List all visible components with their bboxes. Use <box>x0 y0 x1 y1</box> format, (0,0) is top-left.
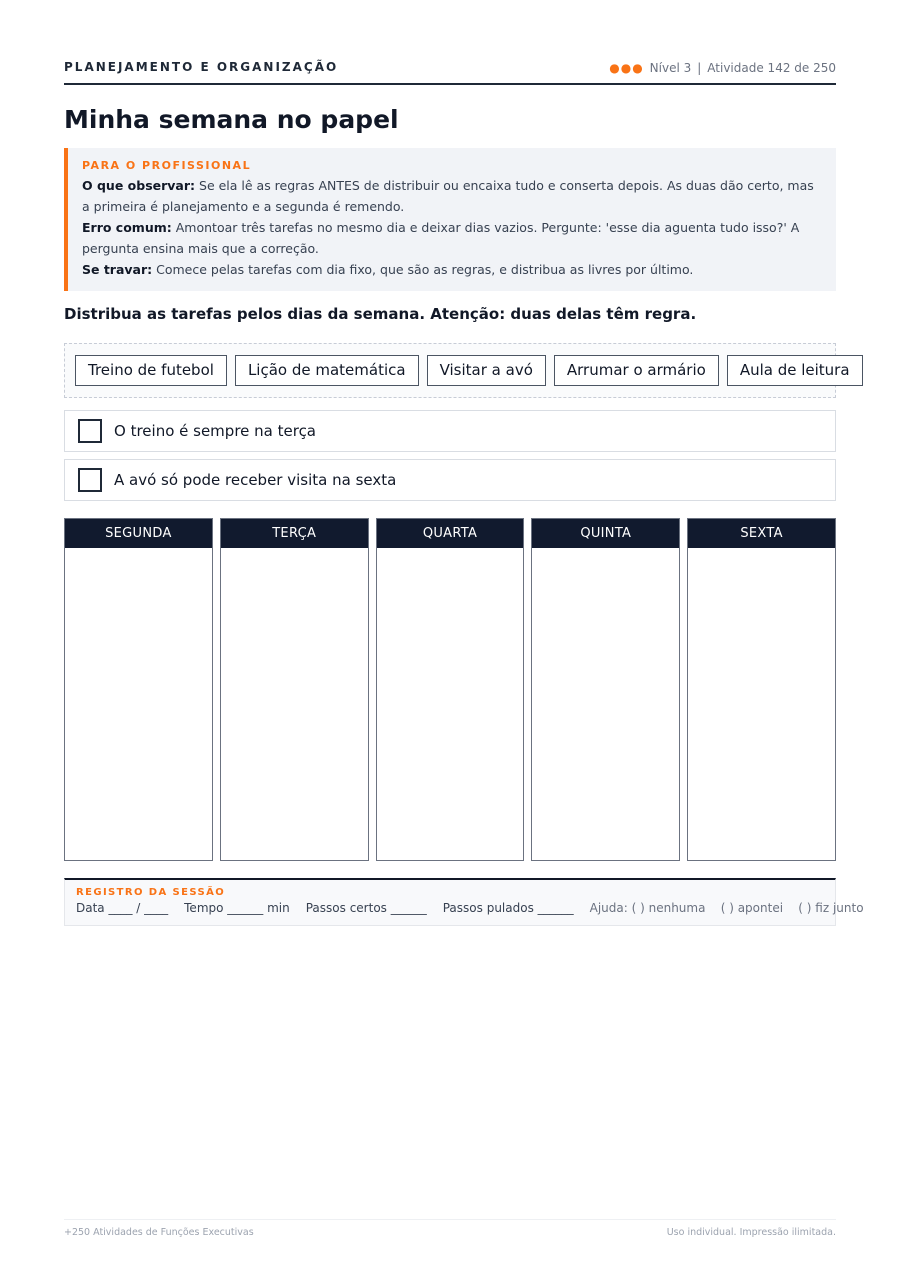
rule-checkbox[interactable] <box>78 468 102 492</box>
task-card[interactable]: Visitar a avó <box>427 355 546 386</box>
day-header: TERÇA <box>221 519 368 548</box>
rule-text: A avó só pode receber visita na sexta <box>114 471 397 489</box>
log-correct-steps: Passos certos ______ <box>305 901 427 915</box>
day-drop-zone[interactable] <box>688 548 835 860</box>
session-log-heading: REGISTRO DA SESSÃO <box>76 887 226 898</box>
professional-heading: PARA O PROFISSIONAL <box>82 159 252 172</box>
day-column-tuesday <box>220 518 369 861</box>
note-label: O que observar: <box>82 178 196 193</box>
day-column-wednesday <box>376 518 525 861</box>
task-card[interactable]: Arrumar o armário <box>554 355 719 386</box>
week-grid <box>64 518 836 861</box>
day-header: QUARTA <box>377 519 524 548</box>
log-help-level: Ajuda: ( ) nenhuma ( ) apontei ( ) fiz junto <box>589 901 864 915</box>
day-drop-zone[interactable] <box>65 548 212 860</box>
note-if-stuck <box>82 260 822 281</box>
rule-row <box>64 410 836 452</box>
log-date: Data ____ / ____ <box>76 901 169 915</box>
day-header: SEXTA <box>688 519 835 548</box>
task-card[interactable]: Lição de matemática <box>235 355 419 386</box>
day-drop-zone[interactable] <box>377 548 524 860</box>
session-log-fields <box>76 901 864 915</box>
day-column-monday <box>64 518 213 861</box>
day-header: QUINTA <box>532 519 679 548</box>
day-drop-zone[interactable] <box>532 548 679 860</box>
page-footer <box>64 1219 836 1238</box>
level-label: Nível 3 <box>649 61 692 75</box>
note-text: Se ela lê as regras ANTES de distribuir ou encaixa tudo e conserta depois. As duas dão certo, mas a primeira é planejamento e a segunda é remendo. <box>82 178 814 214</box>
activity-meta <box>609 61 836 75</box>
day-drop-zone[interactable] <box>221 548 368 860</box>
footer-right: Uso individual. Impressão ilimitada. <box>666 1227 836 1238</box>
log-skipped-steps: Passos pulados ______ <box>442 901 574 915</box>
rule-row <box>64 459 836 501</box>
task-card[interactable]: Aula de leitura <box>727 355 863 386</box>
page-title: Minha semana no papel <box>64 105 399 134</box>
note-text: Comece pelas tarefas com dia fixo, que são as regras, e distribua as livres por último. <box>152 262 694 277</box>
note-label: Se travar: <box>82 262 153 277</box>
category-label: PLANEJAMENTO E ORGANIZAÇÃO <box>64 60 339 74</box>
day-column-friday <box>687 518 836 861</box>
note-label: Erro comum: <box>82 220 172 235</box>
note-text: Amontoar três tarefas no mesmo dia e deixar dias vazios. Pergunte: 'esse dia aguenta tudo isso?' A pergunta ensina mais que a correção. <box>82 220 800 256</box>
session-log <box>64 878 864 926</box>
rule-text: O treino é sempre na terça <box>114 422 317 440</box>
meta-separator: | <box>697 61 702 75</box>
task-card[interactable]: Treino de futebol <box>75 355 227 386</box>
professional-notes <box>64 148 836 291</box>
activity-counter: Atividade 142 de 250 <box>707 61 836 75</box>
note-observe <box>82 176 822 217</box>
log-time: Tempo ______ min <box>184 901 290 915</box>
task-instruction: Distribua as tarefas pelos dias da semana. Atenção: duas delas têm regra. <box>64 305 697 323</box>
task-bank <box>64 343 850 398</box>
day-column-thursday <box>531 518 680 861</box>
day-header: SEGUNDA <box>65 519 212 548</box>
note-common-error <box>82 218 822 259</box>
level-dots-icon: ●●● <box>609 61 644 75</box>
page-header <box>64 58 836 85</box>
rule-checkbox[interactable] <box>78 419 102 443</box>
footer-left: +250 Atividades de Funções Executivas <box>64 1227 254 1238</box>
